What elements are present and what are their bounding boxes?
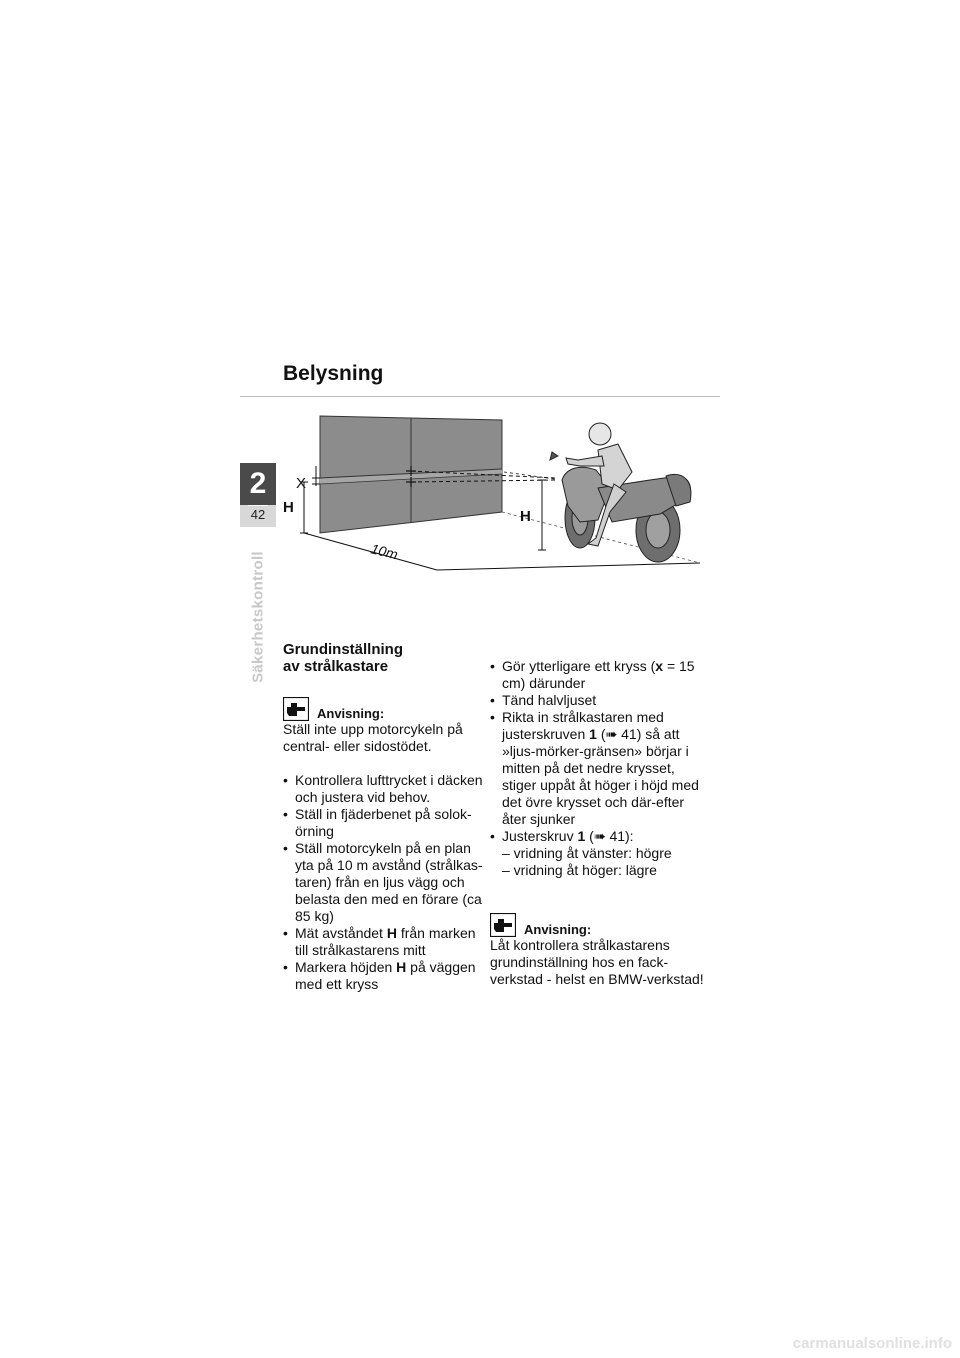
preparation-steps <box>283 772 483 993</box>
mirror <box>550 452 558 460</box>
note-hand-icon <box>283 697 309 721</box>
list-item: • Markera höjden H på väggen med ett kryss <box>283 959 483 993</box>
title-divider <box>240 396 720 397</box>
right-column <box>490 658 705 988</box>
sub-item: – vridning åt vänster: högre <box>502 845 672 861</box>
motorcycle-with-rider <box>550 423 691 562</box>
left-column <box>283 641 483 993</box>
label-h-left: H <box>283 499 294 516</box>
note-header <box>283 697 483 721</box>
note-text: Låt kontrollera strålkastarens grundinställning hos en fack-verkstad - helst en BMW-verkstad! <box>490 937 704 987</box>
list-item: • Tänd halvljuset <box>490 692 705 709</box>
note-title: Anvisning: <box>524 922 592 937</box>
list-item: • Justerskruv 1 (➠ 41): – vridning åt vänster: högre – vridning åt höger: lägre <box>490 828 705 879</box>
page-title: Belysning <box>283 362 384 385</box>
list-item: • Ställ in fjäderbenet på solok-örning <box>283 806 483 840</box>
chapter-tab <box>240 463 276 527</box>
label-distance: 10m <box>369 540 400 563</box>
list-item: • Rikta in strålkastaren med justerskruven 1 (➠ 41) så att »ljus-mörker-gränsen» börjar i mitten på det nedre krysset, stiger uppåt åt höger i höjd med det övre krysset och där-efter åter sjunker <box>490 709 705 828</box>
list-item: • Kontrollera lufttrycket i däcken och justera vid behov. <box>283 772 483 806</box>
sub-item: – vridning åt höger: lägre <box>502 862 657 878</box>
rider-helmet <box>589 423 611 445</box>
label-h-right: H <box>520 508 531 525</box>
section-heading <box>283 641 483 675</box>
heading-line-1: Grundinställning <box>283 641 403 658</box>
rider-arm <box>566 456 604 466</box>
ground-front <box>437 563 700 570</box>
headlight-aiming-illustration <box>280 410 720 580</box>
page-number: 42 <box>250 507 266 522</box>
note-hand-icon <box>490 913 516 937</box>
note-header <box>490 913 705 937</box>
aiming-steps <box>490 658 705 879</box>
note-text: Ställ inte upp motorcykeln på central- eller sidostödet. <box>283 721 463 754</box>
note-title: Anvisning: <box>317 706 385 721</box>
chapter-side-label: Säkerhetskontroll <box>249 551 267 683</box>
list-item: • Ställ motorcykeln på en plan yta på 10 m avstånd (strålkas-taren) från en ljus vägg och belasta den med en förare (ca 85 kg) <box>283 840 483 925</box>
chapter-number: 2 <box>240 463 276 505</box>
list-item: • Mät avståndet H från marken till strålkastarens mitt <box>283 925 483 959</box>
footer-watermark: carmanualsonline.info <box>792 1335 952 1352</box>
heading-line-2: av strålkastare <box>283 658 389 675</box>
list-item: • Gör ytterligare ett kryss (x = 15 cm) därunder <box>490 658 705 692</box>
chapter-divider <box>248 505 268 506</box>
label-x: X <box>296 475 307 492</box>
